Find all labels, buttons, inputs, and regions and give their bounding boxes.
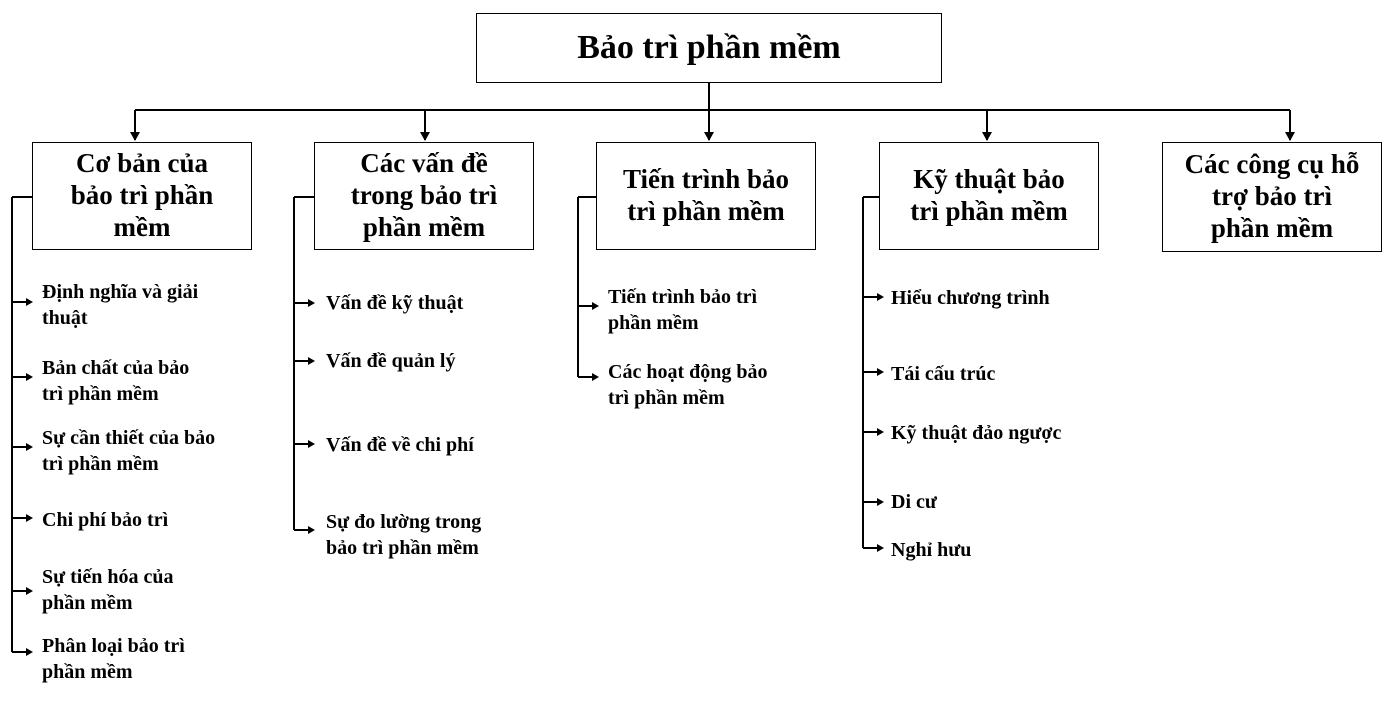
arrowhead [26,648,33,656]
item-line: Các hoạt động bảo [608,361,768,383]
category-label-process [623,164,789,228]
item-line: Vấn đề kỹ thuật [326,292,464,314]
list-item [42,633,185,685]
category-label-basics [71,148,214,244]
category-label-techniques [910,164,1068,228]
arrowhead [130,132,140,141]
item-line: trì phần mềm [42,383,159,405]
item-line: Tái cấu trúc [891,363,996,385]
item-line: phần mềm [42,661,133,683]
category-node-issues [314,142,534,250]
item-line: Vấn đề về chi phí [326,434,474,456]
arrowhead [877,428,884,436]
list-item [326,509,481,561]
list-item [42,355,189,407]
item-line: bảo trì phần mềm [326,537,479,559]
category-line: Các công cụ hỗ [1184,149,1360,180]
item-line: Định nghĩa và giải [42,281,199,303]
list-item [326,348,456,374]
category-node-process [596,142,816,250]
item-line: Vấn đề quản lý [326,350,456,372]
category-line: trì phần mềm [910,196,1068,226]
item-line: Sự đo lường trong [326,511,482,533]
item-line: Hiểu chương trình [891,287,1050,309]
item-line: Nghỉ hưu [891,539,972,561]
list-item [42,507,168,533]
arrowhead [26,373,33,381]
category-line: phần mềm [362,211,486,242]
list-item [326,290,463,316]
category-line: trì phần mềm [627,196,785,226]
arrowhead [308,440,315,448]
category-label-issues [351,148,498,244]
arrowhead [26,514,33,522]
item-line: Chi phí bảo trì [42,509,169,531]
arrowhead [982,132,992,141]
arrowhead [420,132,430,141]
list-item [891,285,1050,311]
category-line: phần mềm [1210,212,1334,243]
item-line: thuật [42,307,88,329]
list-item [42,279,198,331]
item-line: trì phần mềm [608,387,725,409]
item-line: Sự cần thiết của bảo [42,427,216,449]
arrowhead [704,132,714,141]
item-line: Bản chất của bảo [42,357,190,379]
arrowhead [26,443,33,451]
category-line: Kỹ thuật bảo [913,164,1065,195]
category-line: bảo trì phần [70,180,214,211]
arrowhead [592,302,599,310]
category-node-basics [32,142,252,250]
list-item [891,361,995,387]
list-item [891,489,937,515]
arrowhead [26,298,33,306]
arrowhead [592,373,599,381]
category-line: Cơ bản của [76,148,208,179]
list-item [42,564,173,616]
list-item [608,284,757,336]
item-line: Phân loại bảo trì [42,635,185,657]
list-item [891,537,971,563]
category-line: mềm [113,211,171,242]
category-line: trong bảo trì [350,180,498,211]
arrowhead [26,587,33,595]
root-node [476,13,942,83]
root-title: Bảo trì phần mềm [577,28,841,66]
arrowhead [308,299,315,307]
category-node-techniques [879,142,1099,250]
arrowhead [308,526,315,534]
category-line: Tiến trình bảo [622,164,790,195]
item-line: trì phần mềm [42,453,159,475]
list-item [42,425,215,477]
list-item [891,420,1061,446]
arrowhead [877,498,884,506]
arrowhead [877,293,884,301]
category-node-tools [1162,142,1382,252]
item-line: Kỹ thuật đảo ngược [891,422,1062,444]
arrowhead [877,368,884,376]
item-line: Di cư [891,491,937,513]
arrowhead [308,357,315,365]
item-line: Tiến trình bảo trì [608,286,758,308]
item-line: phần mềm [42,592,133,614]
category-line: trợ bảo trì [1212,181,1332,212]
list-item [608,359,767,411]
arrowhead [1285,132,1295,141]
category-label-tools [1185,149,1360,245]
category-line: Các vấn đề [360,148,488,179]
item-line: Sự tiến hóa của [42,566,174,588]
arrowhead [877,544,884,552]
list-item [326,432,474,458]
item-line: phần mềm [608,312,699,334]
